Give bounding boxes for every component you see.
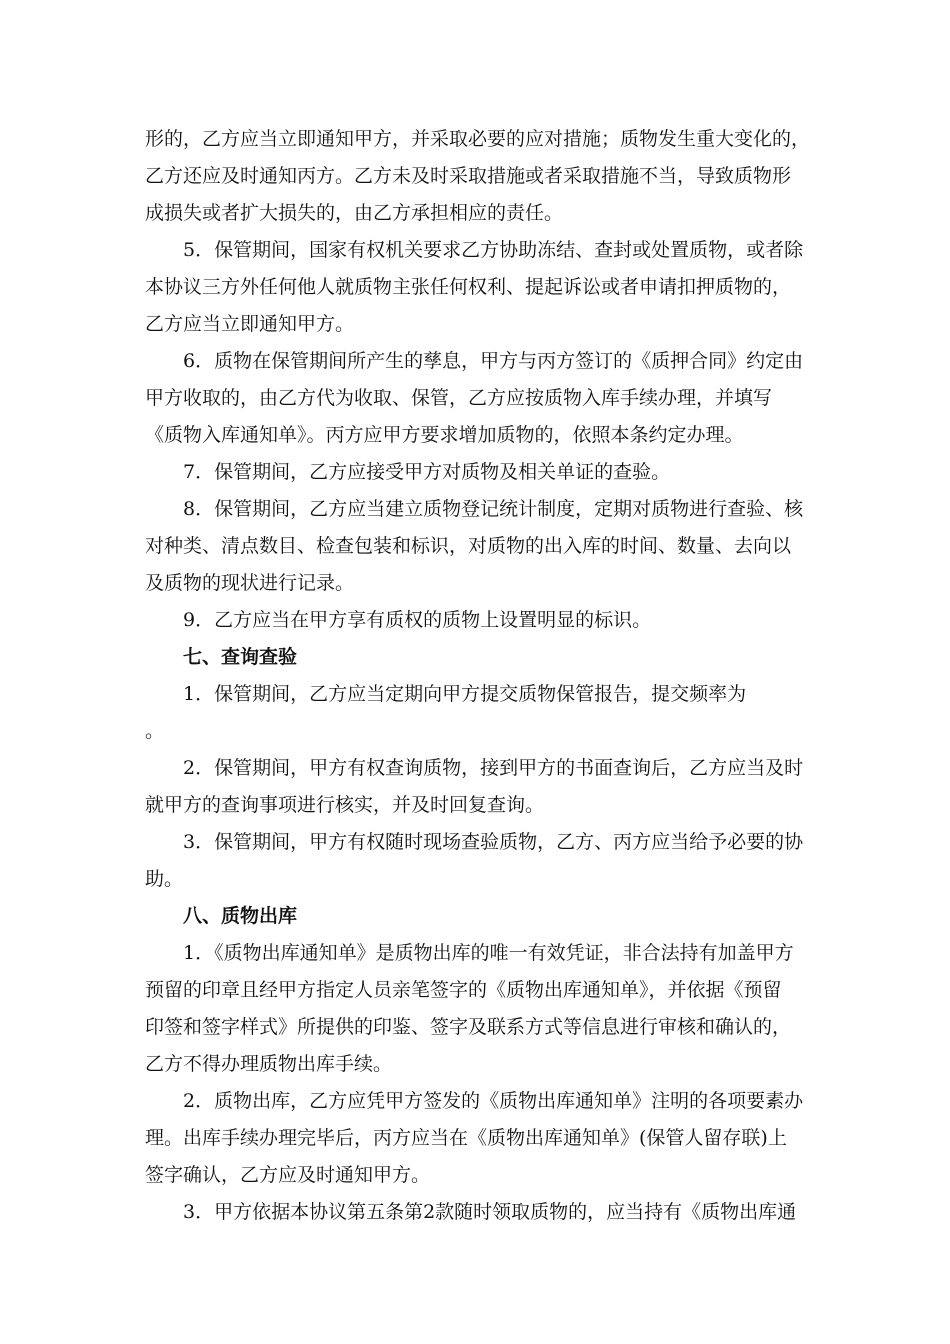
release-clause-3-line: 3．甲方依据本协议第五条第2款随时领取质物的，应当持有《质物出库通	[183, 1201, 797, 1223]
paragraph-line: 乙方应当立即通知甲方。	[145, 313, 355, 335]
paragraph-line: 成损失或者扩大损失的，由乙方承担相应的责任。	[145, 202, 564, 224]
paragraph-line: 乙方不得办理质物出库手续。	[145, 1053, 393, 1075]
paragraph-line: 理。出库手续办理完毕后，丙方应当在《质物出库通知单》(保管人留存联)上	[145, 1127, 787, 1149]
inquiry-clause-2-line: 2．保管期间，甲方有权查询质物，接到甲方的书面查询后，乙方应当及时	[183, 757, 804, 779]
clause-6-line: 6．质物在保管期间所产生的孳息，甲方与丙方签订的《质押合同》约定由	[183, 350, 804, 372]
release-clause-1-line: 1．《质物出库通知单》是质物出库的唯一有效凭证，非合法持有加盖甲方	[183, 942, 794, 964]
paragraph-line: 及质物的现状进行记录。	[145, 572, 355, 594]
paragraph-line: 。	[145, 720, 165, 742]
paragraph-line: 助。	[145, 868, 184, 890]
paragraph-line: 甲方收取的，由乙方代为收取、保管，乙方应按质物入库手续办理，并填写	[145, 387, 773, 409]
clause-9-line: 9．乙方应当在甲方享有质权的质物上设置明显的标识。	[183, 609, 652, 631]
paragraph-line: 印签和签字样式》所提供的印鉴、签字及联系方式等信息进行审核和确认的，	[145, 1016, 792, 1038]
release-clause-2-line: 2．质物出库，乙方应凭甲方签发的《质物出库通知单》注明的各项要素办	[183, 1090, 804, 1112]
paragraph-line: 就甲方的查询事项进行核实，并及时回复查询。	[145, 794, 545, 816]
clause-7-line: 7．保管期间，乙方应接受甲方对质物及相关单证的查验。	[183, 461, 671, 483]
clause-5-line: 5．保管期间，国家有权机关要求乙方协助冻结、查封或处置质物，或者除	[183, 239, 804, 261]
paragraph-line: 预留的印章且经甲方指定人员亲笔签字的《质物出库通知单》，并依据《预留	[145, 979, 782, 1001]
section-heading-inquiry: 七、查询查验	[183, 646, 298, 668]
inquiry-clause-1-line: 1．保管期间，乙方应当定期向甲方提交质物保管报告，提交频率为	[183, 683, 747, 705]
paragraph-line: 《质物入库通知单》。丙方应甲方要求增加质物的，依照本条约定办理。	[145, 424, 744, 446]
paragraph-line: 对种类、清点数目、检查包装和标识，对质物的出入库的时间、数量、去向以	[145, 535, 792, 557]
clause-8-line: 8．保管期间，乙方应当建立质物登记统计制度，定期对质物进行查验、核	[183, 498, 804, 520]
paragraph-line: 签字确认，乙方应及时通知甲方。	[145, 1164, 431, 1186]
section-heading-release: 八、质物出库	[183, 905, 298, 927]
paragraph-line: 本协议三方外任何他人就质物主张任何权利、提起诉讼或者申请扣押质物的，	[145, 276, 792, 298]
inquiry-clause-3-line: 3．保管期间，甲方有权随时现场查验质物，乙方、丙方应当给予必要的协	[183, 831, 804, 853]
paragraph-line: 形的，乙方应当立即通知甲方，并采取必要的应对措施；质物发生重大变化的，	[145, 128, 811, 150]
paragraph-line: 乙方还应及时通知丙方。乙方未及时采取措施或者采取措施不当，导致质物形	[145, 165, 792, 187]
